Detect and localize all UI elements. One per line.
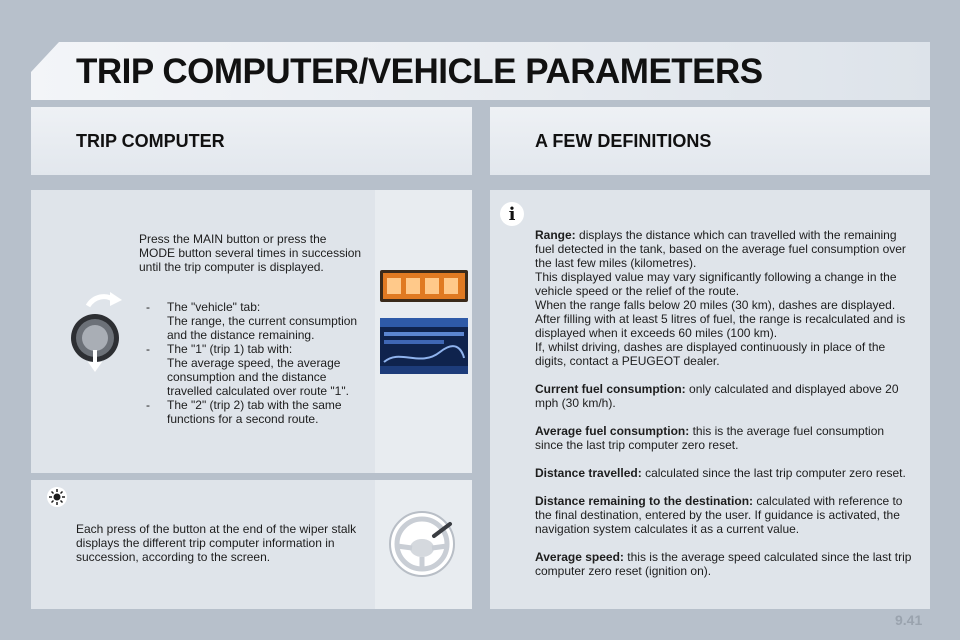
definition-term: Current fuel consumption:: [535, 382, 686, 396]
page-number: 9.41: [895, 612, 923, 628]
list-dash: -: [146, 398, 150, 412]
definition-text: calculated with reference to the final destination, entered by the user. If guidance is activated, the navigation system calculates it as a current value.: [535, 494, 903, 536]
page-title: TRIP COMPUTER/VEHICLE PARAMETERS: [76, 52, 763, 91]
trip-screen-orange: [380, 270, 468, 302]
list-dash: -: [146, 300, 150, 314]
definition-text: only calculated and displayed above 20 mph (30 km/h).: [535, 382, 899, 410]
trip-computer-heading: TRIP COMPUTER: [76, 131, 225, 151]
definitions-list: [535, 228, 915, 592]
definition-item: [535, 382, 915, 410]
definition-item: [535, 466, 915, 480]
definition-item: [535, 550, 915, 578]
definition-text: this is the average fuel consumption since the last trip computer zero reset.: [535, 424, 885, 452]
definition-term: Average fuel consumption:: [535, 424, 690, 438]
definition-text: displays the distance which can travelled with the remaining fuel detected in the tank, based on the average fuel consumption over the last few miles (kilometres).: [535, 228, 906, 270]
definition-term: Distance remaining to the destination:: [535, 494, 754, 508]
trip-screen-blue: [380, 318, 468, 374]
info-icon: i: [500, 202, 524, 226]
definition-range: [535, 228, 915, 368]
definition-text: If, whilst driving, dashes are displayed continuously in place of the digits, contact a PEUGEOT dealer.: [535, 340, 886, 368]
wiper-stalk-text: Each press of the button at the end of the wiper stalk displays the different trip computer information in succession, according to the screen.: [76, 522, 357, 564]
definition-item: [535, 424, 915, 452]
definition-text: When the range falls below 20 miles (30 km), dashes are displayed. After filling with at least 5 litres of fuel, the range is recalculated and is displayed when it exceeds 60 miles (100 km).: [535, 298, 906, 340]
definition-term: Distance travelled:: [535, 466, 642, 480]
definition-text: calculated since the last trip computer zero reset.: [645, 466, 906, 480]
steering-wheel-icon: [386, 508, 458, 580]
definition-text: This displayed value may vary significantly following a change in the vehicle speed or the relief of the route.: [535, 270, 897, 298]
tab-list: [146, 300, 372, 426]
tab-description: The range, the current consumption and the distance remaining.: [167, 314, 358, 342]
definition-term: Average speed:: [535, 550, 624, 564]
tab-heading: The "1" (trip 1) tab with:: [167, 342, 293, 356]
definitions-heading: A FEW DEFINITIONS: [535, 131, 712, 151]
rotary-dial-icon: [66, 290, 124, 372]
list-item: [146, 342, 372, 398]
intro-text: Press the MAIN button or press the MODE button several times in succession until the trip computer is displayed.: [139, 232, 362, 274]
tab-heading: The "vehicle" tab:: [167, 300, 261, 314]
definition-item: [535, 494, 915, 536]
tab-heading: The "2" (trip 2) tab with the same functions for a second route.: [167, 398, 342, 426]
list-item: [146, 300, 372, 342]
definition-term: Range:: [535, 228, 576, 242]
tab-description: The average speed, the average consumption and the distance travelled calculated over route "1".: [167, 356, 349, 398]
list-item: [146, 398, 372, 426]
list-dash: -: [146, 342, 150, 356]
definition-text: this is the average speed calculated since the last trip computer zero reset (ignition on).: [535, 550, 912, 578]
sun-tip-icon: [46, 486, 68, 508]
